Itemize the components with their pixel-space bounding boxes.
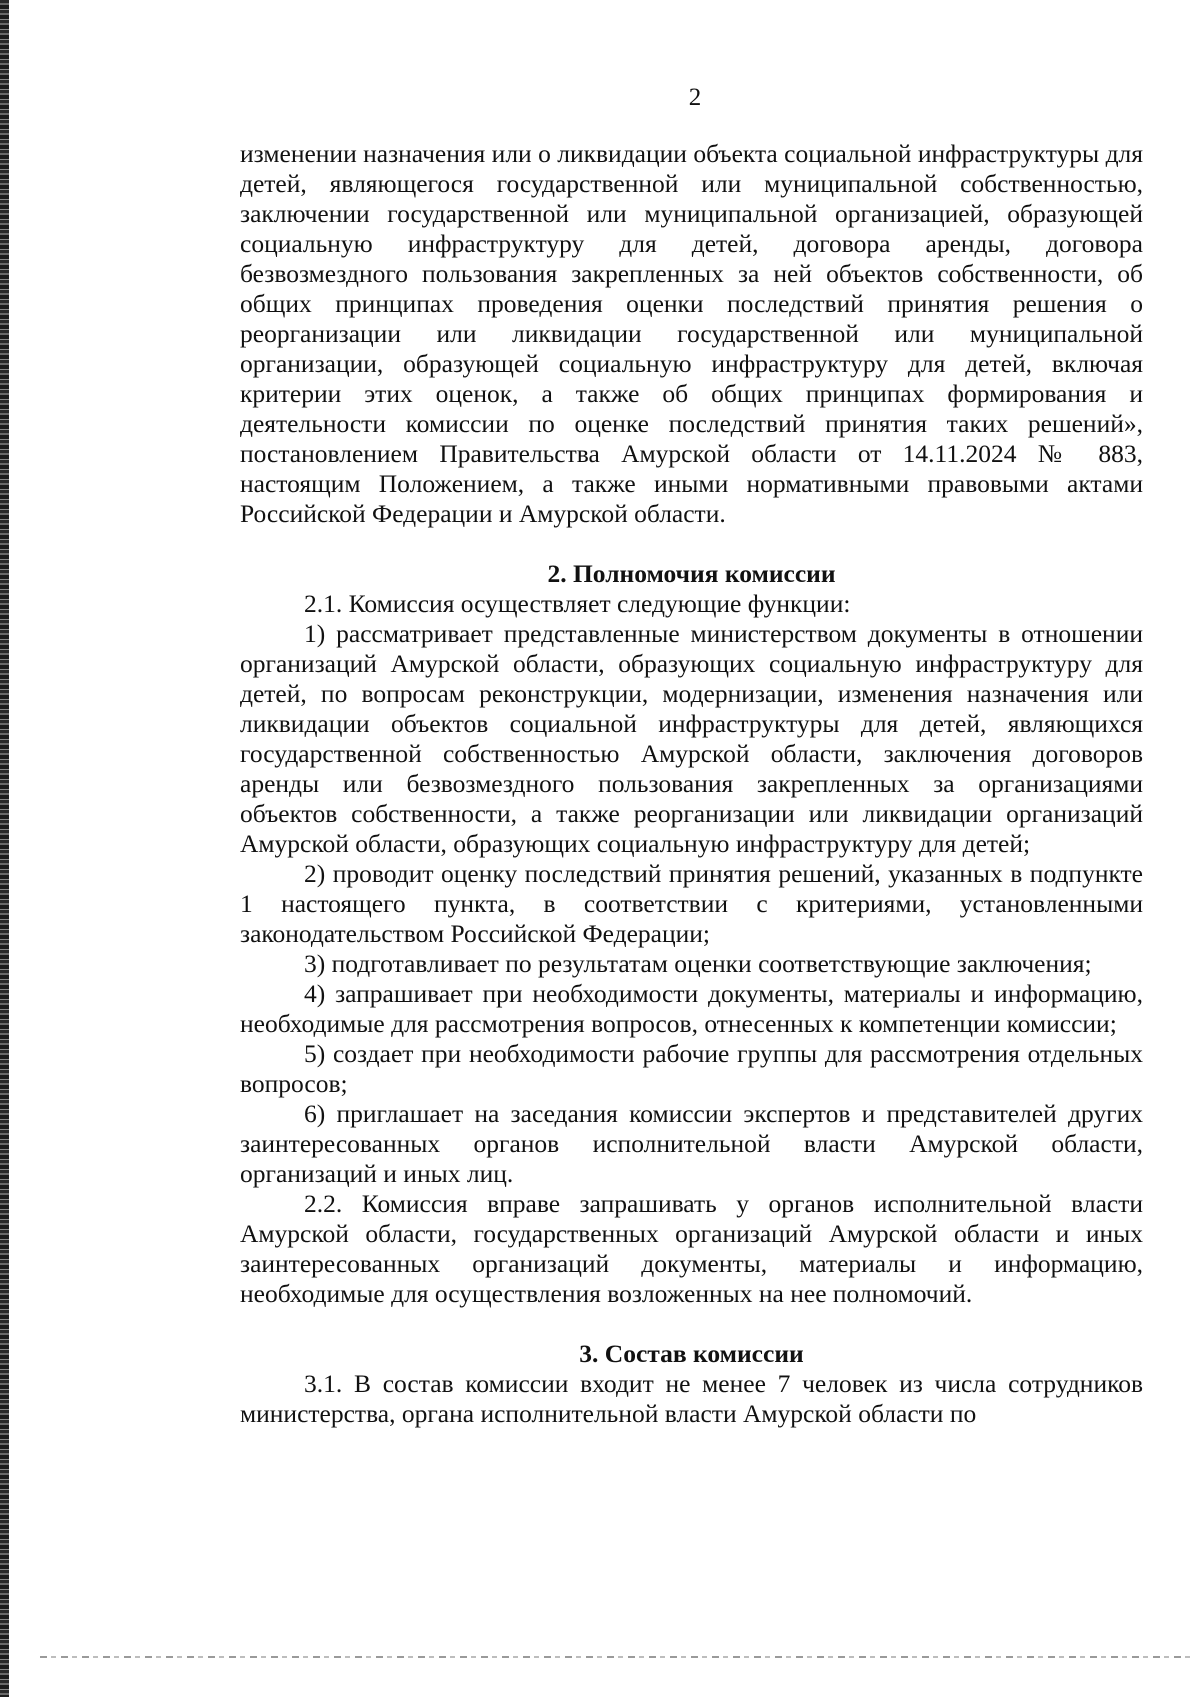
section-heading-2: 2. Полномочия комиссии — [547, 559, 836, 588]
page-number: 2 — [688, 84, 702, 111]
scan-edge — [0, 0, 9, 1697]
clause-3-1: 3.1. В состав комиссии входит не менее 7 человек из числа сотрудников министерства, органа исполнительной власти Амурской области по — [240, 1369, 1143, 1428]
clause-2-1-item-3: 3) подготавливает по результатам оценки соответствующие заключения; — [304, 949, 1092, 978]
clause-2-1-item-1: 1) рассматривает представленные министерством документы в отношении организаций Амурской области, образующих социальную инфраструктуру для детей, по вопросам реконструкции, модернизации, изменения назначения или ликвидации объектов социальной инфраструктуры для детей, являющихся государственной собственностью Амурской области, заключения договоров аренды или безвозмездного пользования закрепленных за организациями объектов собственности, а также реорганизации или ликвидации организаций Амурской области, образующих социальную инфраструктуру для детей; — [240, 619, 1143, 858]
clause-2-2: 2.2. Комиссия вправе запрашивать у органов исполнительной власти Амурской области, государственных организаций Амурской области и иных заинтересованных организаций документы, материалы и информацию, необходимые для осуществления возложенных на нее полномочий. — [240, 1189, 1143, 1308]
scan-bottom-edge — [40, 1656, 1190, 1658]
document-body — [240, 139, 1143, 1429]
clause-2-1-item-6: 6) приглашает на заседания комиссии экспертов и представителей других заинтересованных органов исполнительной власти Амурской области, организаций и иных лиц. — [240, 1099, 1143, 1188]
spacer — [240, 1309, 1143, 1339]
spacer — [240, 529, 1143, 559]
clause-2-1-item-4: 4) запрашивает при необходимости документы, материалы и информацию, необходимые для рассмотрения вопросов, отнесенных к компетенции комиссии; — [240, 979, 1143, 1038]
section-heading-3: 3. Состав комиссии — [579, 1339, 804, 1368]
paragraph-intro-continued: изменении назначения или о ликвидации объекта социальной инфраструктуры для детей, являющегося государственной или муниципальной собственностью, заключении государственной или муниципальной организацией, образующей социальную инфраструктуру для детей, договора аренды, договора безвозмездного пользования закрепленных за ней объектов собственности, об общих принципах проведения оценки последствий принятия решения о реорганизации или ликвидации государственной или муниципальной организации, образующей социальную инфраструктуру для детей, включая критерии этих оценок, а также об общих принципах формирования и деятельности комиссии по оценке последствий принятия таких решений», постановлением Правительства Амурской области от 14.11.2024 № 883, настоящим Положением, а также иными нормативными правовыми актами Российской Федерации и Амурской области. — [240, 139, 1143, 528]
clause-2-1: 2.1. Комиссия осуществляет следующие функции: — [304, 589, 851, 618]
clause-2-1-item-5: 5) создает при необходимости рабочие группы для рассмотрения отдельных вопросов; — [240, 1039, 1143, 1098]
clause-2-1-item-2: 2) проводит оценку последствий принятия решений, указанных в подпункте 1 настоящего пункта, в соответствии с критериями, установленными законодательством Российской Федерации; — [240, 859, 1143, 948]
